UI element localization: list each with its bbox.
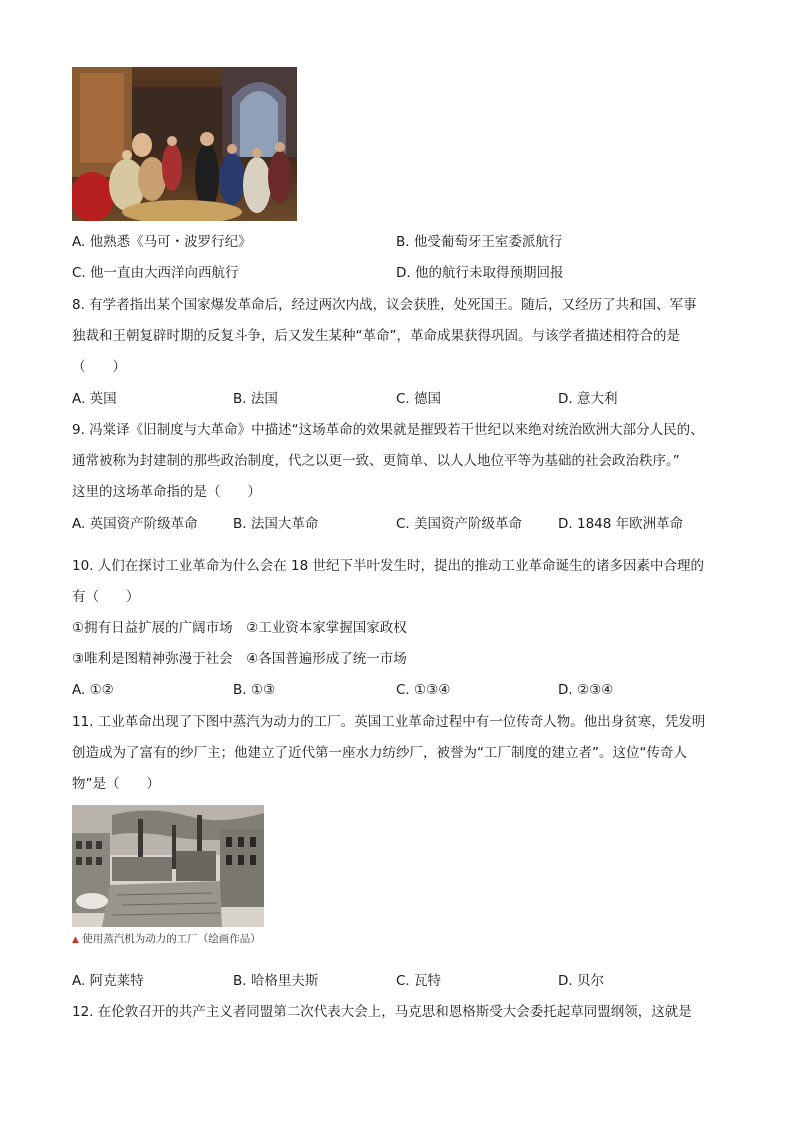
q11-stem-line-1: 11. 工业革命出现了下图中蒸汽为动力的工厂。英国工业革命过程中有一位传奇人物。他出身贫寒，凭发明 (72, 714, 706, 730)
q11-stem-line-2: 创造成为了富有的纱厂主；他建立了近代第一座水力纺纱厂，被誉为“工厂制度的建立者”。这位“传奇人 (72, 745, 687, 761)
q9-option-a: A. 英国资产阶级革命 (72, 516, 198, 532)
q10-statement-line-1: ①拥有日益扩展的广阔市场 ②工业资本家掌握国家政权 (72, 620, 407, 636)
engraving-caption-text: 使用蒸汽机为动力的工厂（绘画作品） (82, 933, 261, 945)
q8-stem-line-1: 8. 有学者指出某个国家爆发革命后，经过两次内战，议会获胜，处死国王。随后，又经历了共和国、军事 (72, 297, 697, 313)
q10-option-c: C. ①③④ (396, 682, 451, 698)
q10-statement-line-2: ③唯利是图精神弥漫于社会 ④各国普遍形成了统一市场 (72, 651, 407, 667)
q10-option-b: B. ①③ (233, 682, 276, 698)
q11-option-c: C. 瓦特 (396, 973, 442, 989)
q8-option-c: C. 德国 (396, 391, 442, 407)
columbus-painting (72, 67, 297, 221)
painting-svg (72, 67, 297, 221)
q11-option-b: B. 哈格里夫斯 (233, 973, 319, 989)
q9-stem-line-2: 通常被称为封建制的那些政治制度，代之以更一致、更简单、以人人地位平等为基础的社会政治秩序。” (72, 453, 680, 469)
q8-stem-line-3: （ ） (72, 359, 126, 375)
q10-option-d: D. ②③④ (558, 682, 614, 698)
q9-option-b: B. 法国大革命 (233, 516, 319, 532)
steam-factory-engraving (72, 805, 264, 927)
q7-option-d: D. 他的航行未取得预期回报 (396, 265, 564, 281)
engraving-caption (72, 933, 272, 947)
q11-stem-line-3: 物”是（ ） (72, 776, 160, 792)
q10-stem-line-2: 有（ ） (72, 589, 140, 605)
q10-option-a: A. ①② (72, 682, 114, 698)
triangle-marker-icon: ▲ (72, 935, 79, 945)
q9-option-c: C. 美国资产阶级革命 (396, 516, 523, 532)
q8-option-d: D. 意大利 (558, 391, 618, 407)
q8-option-b: B. 法国 (233, 391, 278, 407)
q8-stem-line-2: 独裁和王朝复辟时期的反复斗争，后又发生某种“革命”，革命成果获得巩固。与该学者描述相符合的是 (72, 328, 680, 344)
q7-option-a: A. 他熟悉《马可・波罗行纪》 (72, 234, 252, 250)
q11-option-a: A. 阿克莱特 (72, 973, 144, 989)
q9-option-d: D. 1848 年欧洲革命 (558, 516, 684, 532)
engraving-svg (72, 805, 264, 927)
q12-stem-line-1: 12. 在伦敦召开的共产主义者同盟第二次代表大会上，马克思和恩格斯受大会委托起草同盟纲领，这就是 (72, 1004, 692, 1020)
q9-stem-line-1: 9. 冯棠译《旧制度与大革命》中描述“这场革命的效果就是摧毁若干世纪以来绝对统治欧洲大部分人民的、 (72, 422, 704, 438)
q8-option-a: A. 英国 (72, 391, 117, 407)
q10-stem-line-1: 10. 人们在探讨工业革命为什么会在 18 世纪下半叶发生时，提出的推动工业革命诞生的诸多因素中合理的 (72, 558, 705, 574)
q7-option-c: C. 他一直由大西洋向西航行 (72, 265, 239, 281)
q11-option-d: D. 贝尔 (558, 973, 604, 989)
q7-option-b: B. 他受葡萄牙王室委派航行 (396, 234, 563, 250)
q9-stem-line-3: 这里的这场革命指的是（ ） (72, 484, 261, 500)
